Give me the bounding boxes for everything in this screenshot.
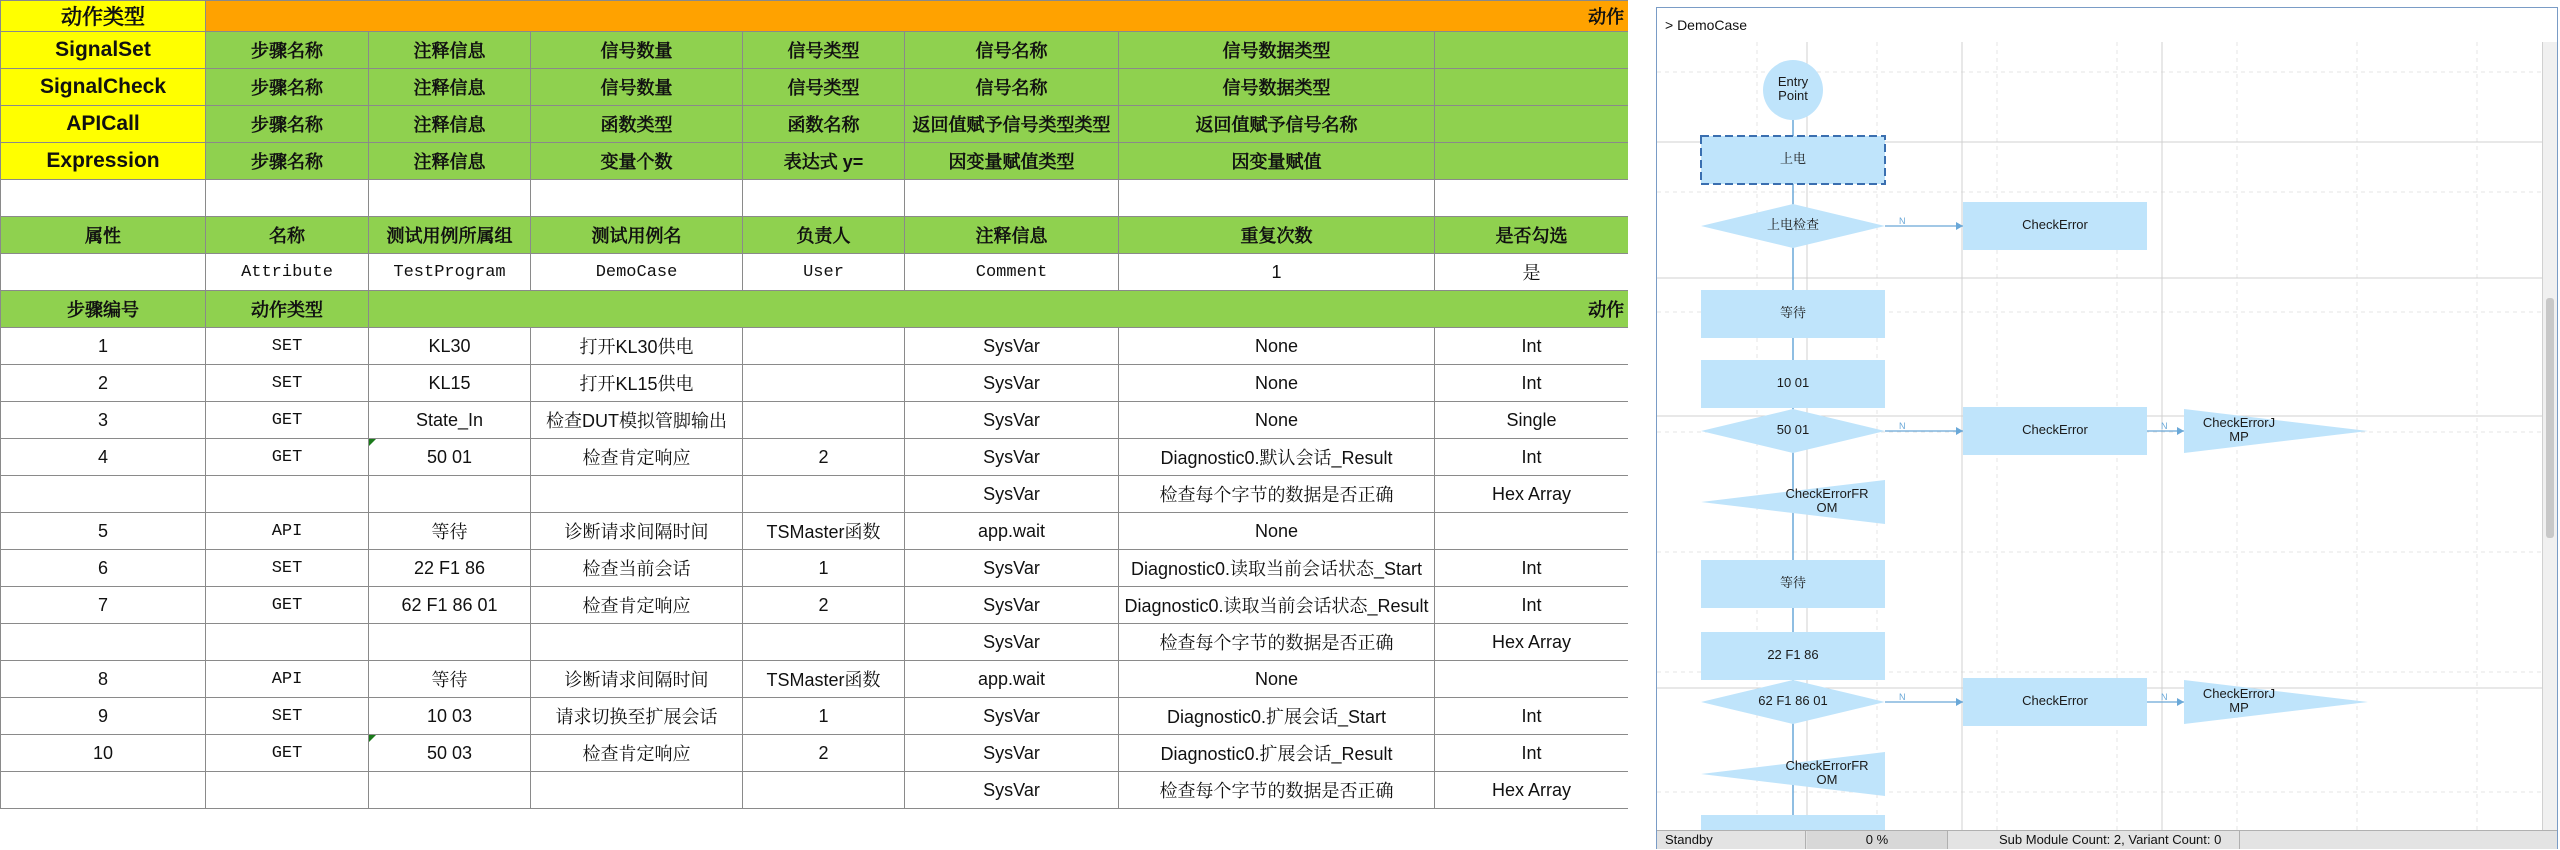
type-column-filler [1435, 32, 1629, 69]
step-cell[interactable]: 检查肯定响应 [531, 735, 743, 772]
type-column-header[interactable]: 注释信息 [369, 69, 531, 106]
step-cell[interactable] [743, 624, 905, 661]
step-cell[interactable]: Int [1435, 550, 1629, 587]
step-cell[interactable]: 62 F1 86 01 [369, 587, 531, 624]
flow-node-partial[interactable] [1701, 815, 1885, 830]
attr-header-cell[interactable]: 注释信息 [905, 217, 1119, 254]
flow-decision-label: 上电检查 [1766, 217, 1820, 233]
attr-header-cell[interactable]: 测试用例所属组 [369, 217, 531, 254]
step-cell[interactable]: SysVar [905, 735, 1119, 772]
step-number-header[interactable]: 步骤编号 [1, 291, 206, 328]
flow-error-label: CheckError [2022, 217, 2088, 233]
step-cell[interactable]: SysVar [905, 476, 1119, 513]
step-cell[interactable] [743, 402, 905, 439]
step-cell[interactable]: Int [1435, 439, 1629, 476]
blank-cell[interactable] [743, 180, 905, 217]
step-cell[interactable]: Int [1435, 735, 1629, 772]
step-cell[interactable]: SysVar [905, 328, 1119, 365]
step-cell[interactable]: Diagnostic0.扩展会话_Result [1119, 735, 1435, 772]
step-cell[interactable]: SysVar [905, 698, 1119, 735]
step-cell[interactable] [743, 328, 905, 365]
step-cell[interactable]: 5 [1, 513, 206, 550]
flow-jump-label: CheckErrorJ MP [2202, 415, 2276, 445]
action-type-signalcheck[interactable]: SignalCheck [1, 69, 206, 106]
step-cell[interactable]: Diagnostic0.读取当前会话状态_Start [1119, 550, 1435, 587]
action-banner[interactable]: 动作 [206, 1, 1629, 32]
step-cell[interactable] [531, 772, 743, 809]
step-cell[interactable] [206, 772, 369, 809]
step-cell[interactable]: State_In [369, 402, 531, 439]
attr-value-cell[interactable]: User [743, 254, 905, 291]
step-cell[interactable]: 1 [743, 550, 905, 587]
step-cell[interactable]: Int [1435, 587, 1629, 624]
step-cell[interactable]: SysVar [905, 439, 1119, 476]
attr-value-cell[interactable]: Attribute [206, 254, 369, 291]
entry-point-label: Entry Point [1777, 74, 1809, 104]
flow-from-label: CheckErrorFR OM [1785, 758, 1869, 788]
step-row[interactable] [1, 402, 1629, 439]
step-row[interactable] [1, 624, 1629, 661]
step-cell[interactable] [369, 772, 531, 809]
attr-value-cell[interactable] [1, 254, 206, 291]
step-cell[interactable]: Hex Array [1435, 624, 1629, 661]
step-cell[interactable]: None [1119, 365, 1435, 402]
flow-jump-label: CheckErrorJ MP [2202, 686, 2276, 716]
step-cell[interactable]: 50 03 [369, 735, 531, 772]
blank-cell[interactable] [206, 180, 369, 217]
step-cell[interactable]: 3 [1, 402, 206, 439]
blank-cell[interactable] [369, 180, 531, 217]
step-cell[interactable]: TSMaster函数 [743, 513, 905, 550]
step-cell[interactable]: 检查当前会话 [531, 550, 743, 587]
step-cell[interactable]: 检查每个字节的数据是否正确 [1119, 772, 1435, 809]
step-cell[interactable]: GET [206, 735, 369, 772]
type-column-header[interactable]: 步骤名称 [206, 106, 369, 143]
type-column-header[interactable]: 信号类型 [743, 32, 905, 69]
step-cell[interactable]: Hex Array [1435, 772, 1629, 809]
step-cell[interactable]: 打开KL30供电 [531, 328, 743, 365]
action-type-header[interactable]: 动作类型 [206, 291, 369, 328]
step-cell[interactable]: 打开KL15供电 [531, 365, 743, 402]
flow-arrowhead [2177, 698, 2184, 706]
blank-cell[interactable] [1, 180, 206, 217]
step-cell[interactable]: SET [206, 550, 369, 587]
attr-header-cell[interactable]: 属性 [1, 217, 206, 254]
blank-cell[interactable] [905, 180, 1119, 217]
step-cell[interactable]: KL30 [369, 328, 531, 365]
step-row[interactable] [1, 661, 1629, 698]
type-column-header[interactable]: 信号数据类型 [1119, 32, 1435, 69]
type-column-header[interactable]: 函数类型 [531, 106, 743, 143]
type-column-header[interactable]: 步骤名称 [206, 32, 369, 69]
type-column-header[interactable]: 信号名称 [905, 32, 1119, 69]
attr-header-cell[interactable]: 测试用例名 [531, 217, 743, 254]
type-column-header[interactable]: 因变量赋值类型 [905, 143, 1119, 180]
flow-decision-label: 50 01 [1776, 422, 1810, 438]
step-row[interactable] [1, 365, 1629, 402]
step-cell[interactable]: 检查肯定响应 [531, 587, 743, 624]
step-cell[interactable] [743, 772, 905, 809]
attr-value-cell[interactable]: DemoCase [531, 254, 743, 291]
step-row[interactable] [1, 328, 1629, 365]
type-column-filler [1435, 143, 1629, 180]
step-cell[interactable]: 检查每个字节的数据是否正确 [1119, 624, 1435, 661]
step-cell[interactable]: Diagnostic0.默认会话_Result [1119, 439, 1435, 476]
step-cell[interactable]: 22 F1 86 [369, 550, 531, 587]
step-cell[interactable] [1, 624, 206, 661]
step-cell[interactable] [369, 476, 531, 513]
type-column-header[interactable]: 变量个数 [531, 143, 743, 180]
step-row[interactable] [1, 476, 1629, 513]
step-cell[interactable]: 2 [1, 365, 206, 402]
step-cell[interactable] [369, 624, 531, 661]
step-cell[interactable]: 2 [743, 735, 905, 772]
step-cell[interactable]: API [206, 661, 369, 698]
step-cell[interactable] [531, 624, 743, 661]
action-type-apicall[interactable]: APICall [1, 106, 206, 143]
flow-node-label: 10 01 [1776, 375, 1810, 391]
step-cell[interactable]: GET [206, 587, 369, 624]
flow-node-label: 等待 [1779, 575, 1807, 591]
flow-node-label: 22 F1 86 [1767, 647, 1819, 663]
step-cell[interactable] [1, 476, 206, 513]
step-cell[interactable] [1435, 513, 1629, 550]
step-cell[interactable]: None [1119, 402, 1435, 439]
blank-cell[interactable] [1435, 180, 1629, 217]
status-progress: 0 % [1807, 831, 1948, 849]
flow-arrowhead [2177, 427, 2184, 435]
step-cell[interactable]: app.wait [905, 661, 1119, 698]
step-cell[interactable]: 检查DUT模拟管脚输出 [531, 402, 743, 439]
blank-cell[interactable] [531, 180, 743, 217]
flow-edge-label: N [2161, 421, 2168, 431]
step-cell[interactable]: SET [206, 365, 369, 402]
step-row[interactable] [1, 735, 1629, 772]
flow-decision-label: 62 F1 86 01 [1758, 693, 1828, 709]
flow-from-label: CheckErrorFR OM [1785, 486, 1869, 516]
step-cell[interactable]: 等待 [369, 513, 531, 550]
type-column-header[interactable]: 信号数量 [531, 69, 743, 106]
step-cell[interactable]: 诊断请求间隔时间 [531, 661, 743, 698]
attr-value-cell[interactable]: Comment [905, 254, 1119, 291]
step-cell[interactable]: SysVar [905, 550, 1119, 587]
type-column-filler [1435, 106, 1629, 143]
action-type-expression[interactable]: Expression [1, 143, 206, 180]
step-cell[interactable] [1435, 661, 1629, 698]
type-column-header[interactable]: 注释信息 [369, 32, 531, 69]
attr-value-cell[interactable]: TestProgram [369, 254, 531, 291]
step-row[interactable] [1, 772, 1629, 809]
status-info: Sub Module Count: 2, Variant Count: 0 [1991, 831, 2240, 849]
step-cell[interactable]: 50 01 [369, 439, 531, 476]
step-cell[interactable]: Diagnostic0.扩展会话_Start [1119, 698, 1435, 735]
step-cell[interactable]: app.wait [905, 513, 1119, 550]
step-cell[interactable]: 8 [1, 661, 206, 698]
action-type-signalset[interactable]: SignalSet [1, 32, 206, 69]
type-column-header[interactable]: 函数名称 [743, 106, 905, 143]
flow-canvas[interactable] [1657, 42, 2557, 830]
step-cell[interactable]: 6 [1, 550, 206, 587]
step-cell[interactable]: 1 [743, 698, 905, 735]
flow-edge-label: N [1899, 216, 1906, 226]
flow-node-label: 上电 [1779, 151, 1807, 167]
step-cell[interactable]: 10 03 [369, 698, 531, 735]
step-cell[interactable]: None [1119, 661, 1435, 698]
step-cell[interactable]: 诊断请求间隔时间 [531, 513, 743, 550]
step-cell[interactable]: 1 [1, 328, 206, 365]
flow-error-label: CheckError [2022, 693, 2088, 709]
type-column-header[interactable]: 信号名称 [905, 69, 1119, 106]
step-cell[interactable]: Hex Array [1435, 476, 1629, 513]
step-cell[interactable]: 检查肯定响应 [531, 439, 743, 476]
type-column-header[interactable]: 返回值赋予信号类型类型 [905, 106, 1119, 143]
attr-header-cell[interactable]: 重复次数 [1119, 217, 1435, 254]
blank-cell[interactable] [1119, 180, 1435, 217]
step-cell[interactable]: None [1119, 513, 1435, 550]
step-cell[interactable]: 10 [1, 735, 206, 772]
type-column-header[interactable]: 注释信息 [369, 106, 531, 143]
type-column-filler [1435, 69, 1629, 106]
flow-edge-label: N [2161, 692, 2168, 702]
step-cell[interactable]: SET [206, 698, 369, 735]
step-cell[interactable]: TSMaster函数 [743, 661, 905, 698]
step-cell[interactable]: 检查每个字节的数据是否正确 [1119, 476, 1435, 513]
step-cell[interactable]: 7 [1, 587, 206, 624]
type-column-header[interactable]: 信号数据类型 [1119, 69, 1435, 106]
step-cell[interactable]: Int [1435, 698, 1629, 735]
type-column-header[interactable]: 表达式 y= [743, 143, 905, 180]
step-cell[interactable]: 2 [743, 439, 905, 476]
type-column-header[interactable]: 返回值赋予信号名称 [1119, 106, 1435, 143]
flow-title: > DemoCase [1665, 17, 1748, 33]
step-cell[interactable]: SysVar [905, 365, 1119, 402]
step-cell[interactable]: KL15 [369, 365, 531, 402]
attr-value-cell[interactable]: 1 [1119, 254, 1435, 291]
step-cell[interactable]: 2 [743, 587, 905, 624]
step-cell[interactable] [743, 476, 905, 513]
step-row[interactable] [1, 587, 1629, 624]
type-column-header[interactable]: 步骤名称 [206, 143, 369, 180]
step-cell[interactable]: Diagnostic0.读取当前会话状态_Result [1119, 587, 1435, 624]
flow-edge-label: N [1899, 421, 1906, 431]
step-cell[interactable]: Int [1435, 328, 1629, 365]
step-cell[interactable]: SysVar [905, 402, 1119, 439]
step-action-banner[interactable]: 动作 [369, 291, 1629, 328]
flow-edge-label: N [1899, 692, 1906, 702]
step-cell[interactable]: SysVar [905, 624, 1119, 661]
step-cell[interactable] [206, 624, 369, 661]
step-cell[interactable]: SET [206, 328, 369, 365]
step-cell[interactable]: 请求切换至扩展会话 [531, 698, 743, 735]
step-cell[interactable] [743, 365, 905, 402]
flow-node-label: 等待 [1779, 305, 1807, 321]
step-cell[interactable] [531, 476, 743, 513]
step-cell[interactable]: SysVar [905, 587, 1119, 624]
scroll-thumb[interactable] [2546, 298, 2554, 538]
step-cell[interactable]: API [206, 513, 369, 550]
flow-error-label: CheckError [2022, 422, 2088, 438]
step-cell[interactable]: SysVar [905, 772, 1119, 809]
step-cell[interactable]: 等待 [369, 661, 531, 698]
type-column-header[interactable]: 信号数量 [531, 32, 743, 69]
type-column-header[interactable]: 注释信息 [369, 143, 531, 180]
step-row[interactable] [1, 698, 1629, 735]
step-cell[interactable]: None [1119, 328, 1435, 365]
attr-value-cell[interactable]: 是 [1435, 254, 1629, 291]
step-row[interactable] [1, 513, 1629, 550]
attr-header-cell[interactable]: 负责人 [743, 217, 905, 254]
action-type-label[interactable]: 动作类型 [1, 1, 206, 32]
step-cell[interactable] [1, 772, 206, 809]
vertical-scrollbar[interactable] [2542, 42, 2557, 830]
step-cell[interactable]: Int [1435, 365, 1629, 402]
step-cell[interactable]: GET [206, 402, 369, 439]
step-cell[interactable] [206, 476, 369, 513]
step-cell[interactable]: 4 [1, 439, 206, 476]
type-column-header[interactable]: 因变量赋值 [1119, 143, 1435, 180]
attr-header-cell[interactable]: 名称 [206, 217, 369, 254]
type-column-header[interactable]: 步骤名称 [206, 69, 369, 106]
step-cell[interactable]: Single [1435, 402, 1629, 439]
step-cell[interactable]: GET [206, 439, 369, 476]
type-column-header[interactable]: 信号类型 [743, 69, 905, 106]
step-row[interactable] [1, 550, 1629, 587]
status-state: Standby [1657, 831, 1806, 849]
step-row[interactable] [1, 439, 1629, 476]
status-bar [1657, 830, 2557, 849]
flow-editor-window [1656, 7, 2558, 849]
step-cell[interactable]: 9 [1, 698, 206, 735]
attr-header-cell[interactable]: 是否勾选 [1435, 217, 1629, 254]
